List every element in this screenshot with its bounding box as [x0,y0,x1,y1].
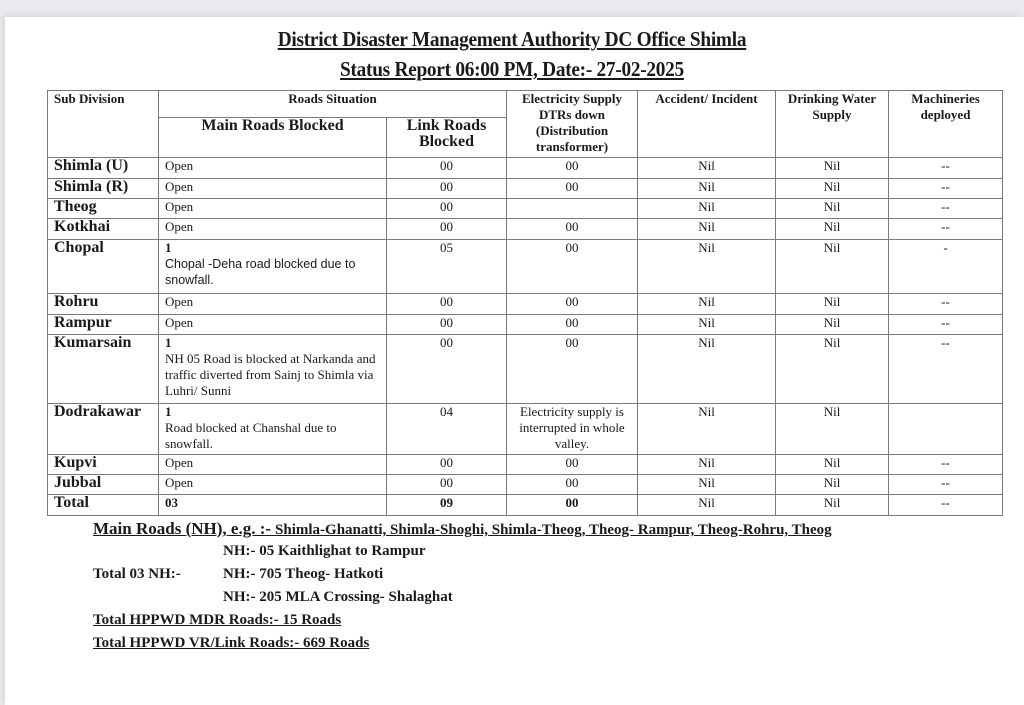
report-subtitle: Status Report 06:00 PM, Date:- 27-02-2025 [340,57,684,81]
nh-item: NH:- 205 MLA Crossing- Shalaghat [223,589,453,605]
link-roads-cell: 00 [387,475,507,495]
main-roads-status: Open [165,294,194,309]
table-row [48,294,1003,315]
mdr-roads-total: Total HPPWD MDR Roads:- 15 Roads [93,612,342,628]
accident-cell: Nil [638,315,776,335]
machineries-cell: -- [889,219,1003,240]
table-row [48,315,1003,335]
header-electricity: Electricity Supply DTRs down (Distribution transformer) [507,91,638,158]
water-cell: Nil [776,158,889,179]
main-roads-description: NH 05 Road is blocked at Narkanda and traffic diverted from Sainj to Shimla via Luhri/ Sunni [165,351,376,398]
electricity-cell: 00 [507,475,638,495]
sub-division-name: Kupvi [48,455,159,475]
nh-item: NH:- 05 Kaithlighat to Rampur [223,543,426,559]
electricity-cell [507,199,638,219]
table-row [48,199,1003,219]
sub-division-name: Theog [48,199,159,219]
accident-cell: Nil [638,294,776,315]
table-row [48,335,1003,404]
electricity-cell: 00 [507,315,638,335]
nh-total-label: Total 03 NH:- [93,566,181,582]
water-cell: Nil [776,315,889,335]
main-roads-count: 1 [165,335,172,350]
header-main-roads: Main Roads Blocked [159,118,387,158]
water-cell: Nil [776,294,889,315]
main-roads-status: Open [165,219,194,234]
machineries-cell: -- [889,294,1003,315]
main-roads-status: Open [165,199,194,214]
machineries-cell: -- [889,179,1003,199]
main-roads-status: Open [165,475,194,490]
header-sub-division: Sub Division [48,91,159,158]
link-roads-cell: 05 [387,240,507,294]
water-cell: Nil [776,335,889,404]
electricity-cell: 00 [507,219,638,240]
main-roads-cell [159,335,387,404]
accident-cell: Nil [638,158,776,179]
machineries-cell: -- [889,475,1003,495]
link-roads-cell: 00 [387,294,507,315]
accident-cell: Nil [638,475,776,495]
machineries-cell: - [889,240,1003,294]
sub-division-name: Dodrakawar [48,404,159,455]
machineries-cell: -- [889,335,1003,404]
main-roads-status: Open [165,158,194,173]
total-main-roads: 03 [159,495,387,516]
accident-cell: Nil [638,335,776,404]
electricity-cell: Electricity supply is interrupted in whole valley. [507,404,638,455]
main-roads-label: Main Roads (NH), e.g. :- [93,519,272,538]
electricity-cell: 00 [507,179,638,199]
main-roads-count: 1 [165,404,172,419]
main-roads-status: Open [165,179,194,194]
sub-division-name: Shimla (R) [48,179,159,199]
main-roads-cell [159,179,387,199]
main-roads-status: Open [165,455,194,470]
total-electricity: 00 [507,495,638,516]
link-roads-total: Total HPPWD VR/Link Roads:- 669 Roads [93,635,370,651]
total-link-roads: 09 [387,495,507,516]
sub-division-name: Shimla (U) [48,158,159,179]
electricity-cell: 00 [507,240,638,294]
link-roads-cell: 00 [387,199,507,219]
accident-cell: Nil [638,219,776,240]
table-row [48,475,1003,495]
link-roads-cell: 00 [387,455,507,475]
header-roads-situation: Roads Situation [159,91,507,118]
header-water: Drinking Water Supply [776,91,889,158]
table-row [48,219,1003,240]
table-row [48,179,1003,199]
main-roads-status: Open [165,315,194,330]
total-label: Total [48,495,159,516]
total-water: Nil [776,495,889,516]
link-roads-cell: 00 [387,158,507,179]
machineries-cell: -- [889,315,1003,335]
total-machineries: -- [889,495,1003,516]
accident-cell: Nil [638,240,776,294]
link-roads-cell: 00 [387,219,507,240]
accident-cell: Nil [638,199,776,219]
sub-division-name: Kotkhai [48,219,159,240]
machineries-cell: -- [889,199,1003,219]
link-roads-cell: 00 [387,315,507,335]
main-roads-count: 1 [165,240,172,255]
nh-item: NH:- 705 Theog- Hatkoti [223,566,384,582]
sub-division-name: Rohru [48,294,159,315]
machineries-cell: -- [889,158,1003,179]
total-accident: Nil [638,495,776,516]
main-roads-cell [159,240,387,294]
main-roads-cell [159,475,387,495]
header-machineries: Machineries deployed [889,91,1003,158]
accident-cell: Nil [638,179,776,199]
table-row [48,240,1003,294]
electricity-cell: 00 [507,294,638,315]
sub-division-name: Rampur [48,315,159,335]
water-cell: Nil [776,179,889,199]
water-cell: Nil [776,219,889,240]
electricity-cell: 00 [507,455,638,475]
main-roads-cell [159,158,387,179]
main-roads-cell [159,404,387,455]
report-title: District Disaster Management Authority DC Office Shimla [277,27,747,51]
accident-cell: Nil [638,455,776,475]
water-cell: Nil [776,455,889,475]
water-cell: Nil [776,199,889,219]
link-roads-cell: 04 [387,404,507,455]
main-roads-cell [159,294,387,315]
main-roads-description: Chopal -Deha road blocked due to snowfall. [165,257,356,287]
electricity-cell: 00 [507,158,638,179]
table-row [48,404,1003,455]
main-roads-cell [159,219,387,240]
main-roads-list: Shimla-Ghanatti, Shimla-Shoghi, Shimla-Theog, Theog- Rampur, Theog-Rohru, Theog [275,522,832,538]
electricity-cell: 00 [507,335,638,404]
table-row [48,455,1003,475]
machineries-cell [889,404,1003,455]
link-roads-cell: 00 [387,179,507,199]
total-row [48,495,1003,516]
main-roads-cell [159,199,387,219]
water-cell: Nil [776,404,889,455]
machineries-cell: -- [889,455,1003,475]
sub-division-name: Jubbal [48,475,159,495]
sub-division-name: Chopal [48,240,159,294]
water-cell: Nil [776,240,889,294]
link-roads-cell: 00 [387,335,507,404]
table-row [48,158,1003,179]
status-table [47,90,1003,516]
sub-division-name: Kumarsain [48,335,159,404]
main-roads-note [93,519,832,539]
main-roads-cell [159,455,387,475]
water-cell: Nil [776,475,889,495]
header-accident: Accident/ Incident [638,91,776,158]
header-link-roads: Link Roads Blocked [387,118,507,158]
accident-cell: Nil [638,404,776,455]
main-roads-description: Road blocked at Chanshal due to snowfall. [165,420,337,451]
main-roads-cell [159,315,387,335]
